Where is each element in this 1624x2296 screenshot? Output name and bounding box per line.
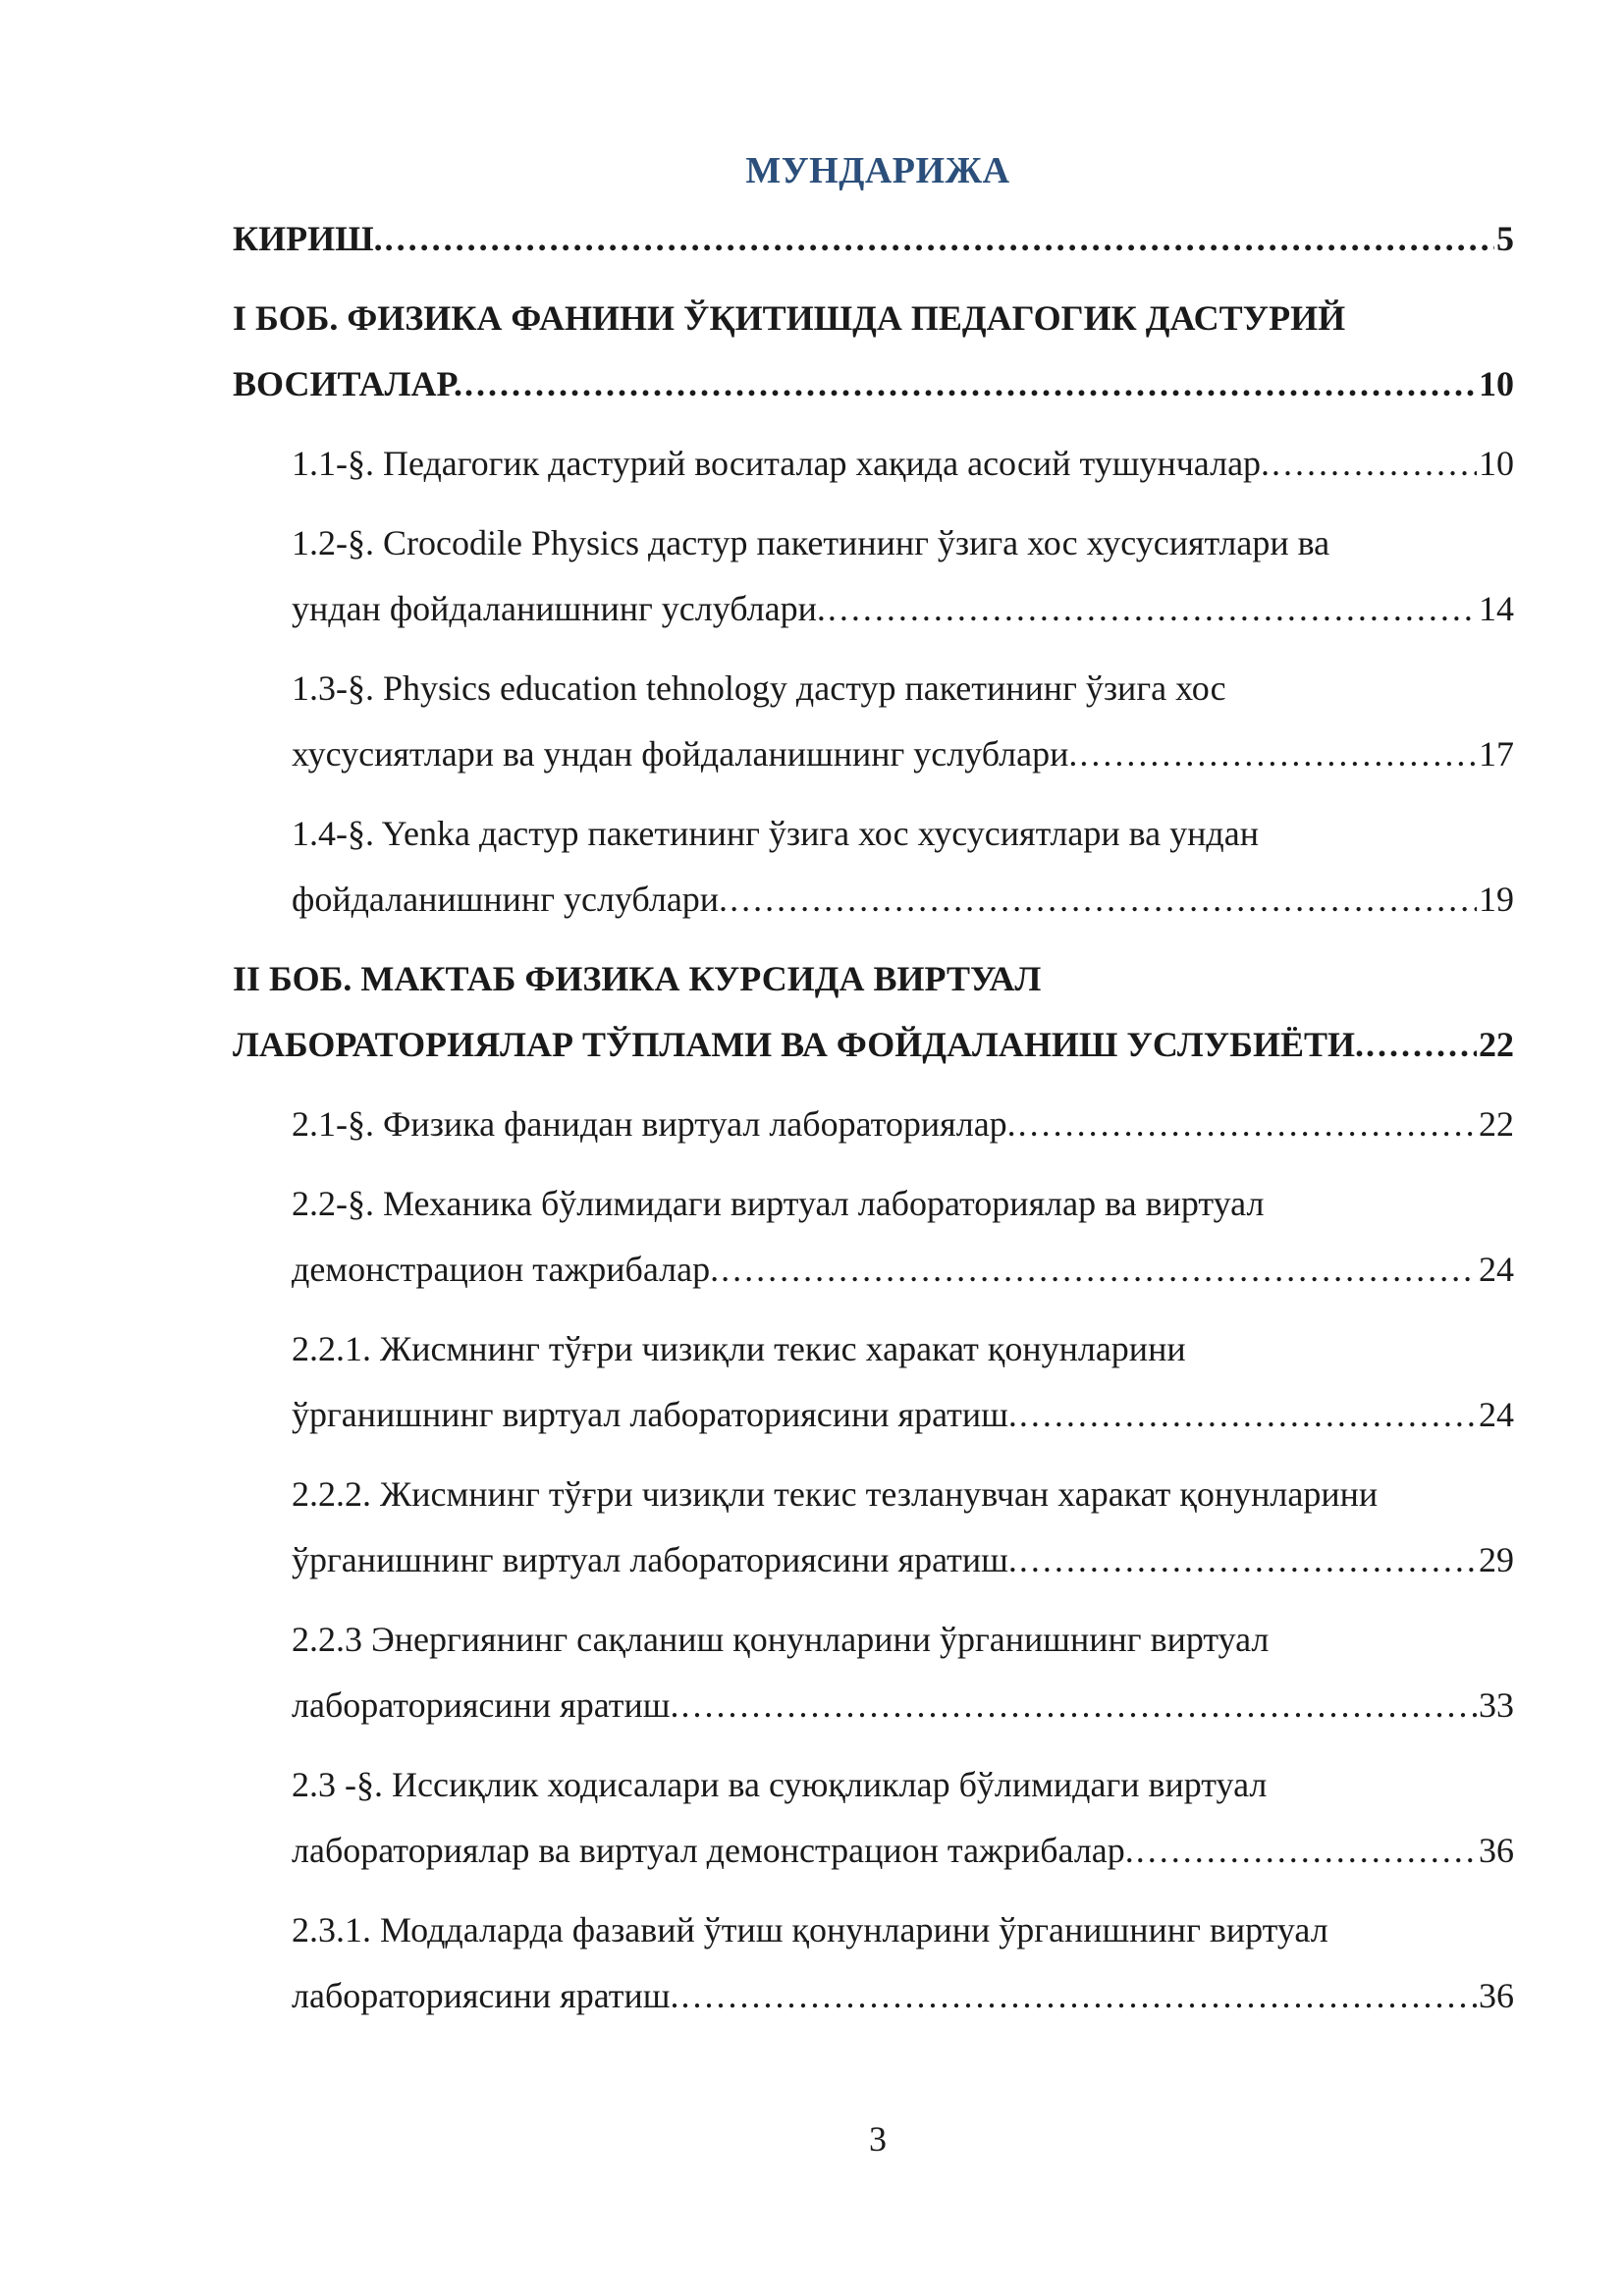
toc-entry[interactable] <box>233 656 1514 787</box>
dot-leader <box>730 867 1477 933</box>
toc-entry[interactable] <box>233 1897 1514 2029</box>
toc-entry-text: демонстрацион тажрибалар. <box>292 1250 720 1289</box>
toc-entry[interactable] <box>233 801 1514 933</box>
dot-leader <box>1018 1092 1477 1157</box>
toc-entry[interactable] <box>233 946 1514 1078</box>
toc-entry-text: 2.2.2. Жисмнинг тўғри чизиқли текис тезланувчан харакат қонунларини <box>292 1474 1379 1514</box>
toc-entry-page: 22 <box>1479 1025 1514 1064</box>
toc-entry-text: 2.3 -§. Иссиқлик ходисалари ва суюқликлар бўлимидаги виртуал <box>292 1765 1268 1804</box>
toc-entry-text: 1.3-§. Physics education tehnology дастур пакетининг ўзига хос <box>292 668 1226 708</box>
toc-entry-line <box>292 1752 1514 1818</box>
toc-entry-text: 1.1-§. Педагогик дастурий воситалар хақида асосий тушунчалар. <box>292 444 1271 483</box>
toc-entry-text: ундан фойдаланишнинг услублари. <box>292 589 826 628</box>
toc-entry[interactable] <box>233 1092 1514 1157</box>
toc-entry-last-line <box>233 351 1514 417</box>
toc-entry[interactable] <box>233 1607 1514 1738</box>
dot-leader <box>681 1673 1478 1738</box>
toc-entry-last-line <box>233 206 1514 272</box>
toc-entry[interactable] <box>233 286 1514 417</box>
toc-entry-page: 24 <box>1479 1250 1514 1289</box>
dot-leader <box>1079 721 1477 787</box>
toc-entry-page: 24 <box>1479 1395 1514 1434</box>
dot-leader <box>1019 1527 1477 1593</box>
toc-entry-text: 2.3.1. Моддаларда фазавий ўтиш қонунларини ўрганишнинг виртуал <box>292 1910 1328 1949</box>
toc-entry-text: лабораториясини яратиш. <box>292 1976 679 2015</box>
toc-entry-last-line <box>292 1818 1514 1884</box>
toc-entry-last-line <box>292 431 1514 497</box>
dot-leader <box>1366 1012 1477 1078</box>
toc-entry-text: 2.2.1. Жисмнинг тўғри чизиқли текис харакат қонунларини <box>292 1329 1186 1368</box>
toc-entry-last-line <box>292 1237 1514 1303</box>
toc-entry-text: КИРИШ. <box>233 219 383 258</box>
toc-entry-last-line <box>292 721 1514 787</box>
toc-entry-text: ВОСИТАЛАР. <box>233 364 462 403</box>
toc-entry-page: 22 <box>1479 1104 1514 1144</box>
page-number: 3 <box>869 2119 887 2159</box>
toc-entry-line <box>292 1607 1514 1673</box>
toc-entry-line <box>292 1316 1514 1382</box>
toc-entry-page: 17 <box>1479 734 1514 774</box>
toc-entry[interactable] <box>233 1752 1514 1884</box>
toc-entry-line <box>292 1171 1514 1237</box>
toc-entry-last-line <box>292 867 1514 933</box>
toc-entry[interactable] <box>233 1316 1514 1448</box>
toc-entry-page: 19 <box>1479 880 1514 919</box>
toc-entry-text: 2.2-§. Механика бўлимидаги виртуал лабораториялар ва виртуал <box>292 1184 1265 1223</box>
dot-leader <box>464 351 1477 417</box>
toc-entry-page: 29 <box>1479 1540 1514 1579</box>
toc-entry-last-line <box>292 1092 1514 1157</box>
toc-entry-text: ўрганишнинг виртуал лабораториясини яратиш. <box>292 1395 1017 1434</box>
toc-entry-line <box>233 946 1514 1012</box>
toc-entry-text: ўрганишнинг виртуал лабораториясини яратиш. <box>292 1540 1017 1579</box>
dot-leader <box>1136 1818 1477 1884</box>
dot-leader <box>385 206 1494 272</box>
dot-leader <box>1019 1382 1477 1448</box>
toc-entry-line <box>292 656 1514 721</box>
toc-entry[interactable] <box>233 510 1514 642</box>
toc-entry-last-line <box>292 576 1514 642</box>
toc-entry-text: 2.2.3 Энергиянинг сақланиш қонунларини ўрганишнинг виртуал <box>292 1620 1270 1659</box>
toc-entry-page: 10 <box>1479 364 1514 403</box>
toc-entry-line <box>292 1462 1514 1527</box>
toc-entry[interactable] <box>233 431 1514 497</box>
toc-title: МУНДАРИЖА <box>745 150 1010 191</box>
dot-leader <box>721 1237 1477 1303</box>
toc-entry-text: ЛАБОРАТОРИЯЛАР ТЎПЛАМИ ВА ФОЙДАЛАНИШ УСЛУБИЁТИ. <box>233 1025 1364 1064</box>
toc-entry-line <box>292 1897 1514 1963</box>
toc-entry-text: 2.1-§. Физика фанидан виртуал лабораториялар. <box>292 1104 1016 1144</box>
dot-leader <box>1272 431 1477 497</box>
toc-entry-text: II БОБ. МАКТАБ ФИЗИКА КУРСИДА ВИРТУАЛ <box>233 959 1042 998</box>
toc-entry-text: хусусиятлари ва ундан фойдаланишнинг услублари. <box>292 734 1078 774</box>
toc-entry-last-line <box>292 1527 1514 1593</box>
toc-entry-last-line <box>292 1382 1514 1448</box>
toc-entry[interactable] <box>233 1171 1514 1303</box>
toc-entry-text: лабораториясини яратиш. <box>292 1685 679 1725</box>
toc-entry-last-line <box>292 1963 1514 2029</box>
toc-entry-page: 14 <box>1479 589 1514 628</box>
toc-entry-line <box>292 801 1514 867</box>
toc-entry-line <box>292 510 1514 576</box>
toc-entry-text: фойдаланишнинг услублари. <box>292 880 729 919</box>
toc-entry-page: 36 <box>1479 1976 1514 2015</box>
toc-entry-text: 1.2-§. Crocodile Physics дастур пакетининг ўзига хос хусусиятлари ва <box>292 523 1330 562</box>
toc-entry-page: 36 <box>1479 1831 1514 1870</box>
toc-entry-text: I БОБ. ФИЗИКА ФАНИНИ ЎҚИТИШДА ПЕДАГОГИК ДАСТУРИЙ <box>233 298 1346 338</box>
toc-entry-text: лабораториялар ва виртуал демонстрацион тажрибалар. <box>292 1831 1134 1870</box>
toc-entry-page: 5 <box>1496 219 1514 258</box>
toc-entry-last-line <box>233 1012 1514 1078</box>
toc-entry[interactable] <box>233 206 1514 272</box>
toc-entry-last-line <box>292 1673 1514 1738</box>
table-of-contents <box>233 206 1514 2029</box>
dot-leader <box>681 1963 1478 2029</box>
toc-entry[interactable] <box>233 1462 1514 1593</box>
toc-entry-text: 1.4-§. Yenka дастур пакетининг ўзига хос хусусиятлари ва ундан <box>292 814 1259 853</box>
toc-entry-page: 33 <box>1479 1685 1514 1725</box>
dot-leader <box>828 576 1477 642</box>
toc-entry-line <box>233 286 1514 351</box>
toc-entry-page: 10 <box>1479 444 1514 483</box>
